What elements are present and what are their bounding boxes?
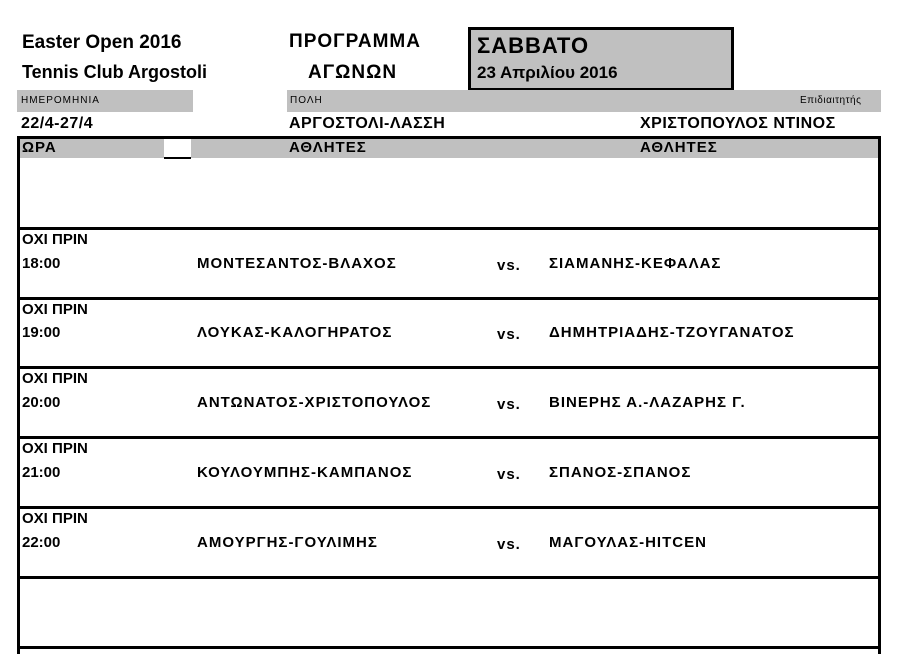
match-prefix: ΟΧΙ ΠΡΙΝ xyxy=(22,231,88,248)
day-name: ΣΑΒΒΑΤΟ xyxy=(477,33,590,58)
row-divider xyxy=(17,366,881,369)
column-players-1: ΑΘΛΗΤΕΣ xyxy=(289,139,367,156)
match-time: 19:00 xyxy=(22,324,61,341)
team-1: ΑΜΟΥΡΓΗΣ-ΓΟΥΛΙΜΗΣ xyxy=(197,534,378,551)
column-time: ΩΡΑ xyxy=(22,139,57,156)
versus: vs. xyxy=(497,396,521,413)
team-2: ΔΗΜΗΤΡΙΑΔΗΣ-ΤΖΟΥΓΑΝΑΤΟΣ xyxy=(549,324,795,341)
match-time: 18:00 xyxy=(22,255,61,272)
row-divider xyxy=(17,576,881,579)
versus: vs. xyxy=(497,257,521,274)
row-divider xyxy=(17,297,881,300)
program-title-line2: ΑΓΩΝΩΝ xyxy=(308,62,398,83)
row-divider xyxy=(17,646,881,649)
team-1: ΜΟΝΤΕΣΑΝΤΟΣ-ΒΛΑΧΟΣ xyxy=(197,255,397,272)
row-divider xyxy=(17,436,881,439)
team-2: ΜΑΓΟΥΛΑΣ-HITCEN xyxy=(549,534,707,551)
team-1: ΛΟΥΚΑΣ-ΚΑΛΟΓΗΡΑΤΟΣ xyxy=(197,324,393,341)
program-title-line1: ΠΡΟΓΡΑΜΜΑ xyxy=(289,31,421,52)
date-label: ΗΜΕΡΟΜΗΝΙΑ xyxy=(21,95,100,106)
row-divider xyxy=(17,227,881,230)
match-time: 21:00 xyxy=(22,464,61,481)
match-prefix: ΟΧΙ ΠΡΙΝ xyxy=(22,510,88,527)
team-2: ΒΙΝΕΡΗΣ Α.-ΛΑΖΑΡΗΣ Γ. xyxy=(549,394,746,411)
team-2: ΣΙΑΜΑΝΗΣ-ΚΕΦΑΛΑΣ xyxy=(549,255,722,272)
match-time: 22:00 xyxy=(22,534,61,551)
club-name: Tennis Club Argostoli xyxy=(22,62,207,82)
column-header-bar xyxy=(17,136,881,158)
referee-value: ΧΡΙΣΤΟΠΟΥΛΟΣ ΝΤΙΝΟΣ xyxy=(640,115,836,132)
city-label-bg xyxy=(287,90,881,112)
versus: vs. xyxy=(497,326,521,343)
match-prefix: ΟΧΙ ΠΡΙΝ xyxy=(22,301,88,318)
event-title: Easter Open 2016 xyxy=(22,32,182,53)
header-gap xyxy=(164,139,191,158)
city-label: ΠΟΛΗ xyxy=(290,95,323,106)
schedule-table xyxy=(17,158,881,654)
day-date: 23 Απριλίου 2016 xyxy=(477,63,618,82)
referee-label: Επιδιαιτητής xyxy=(800,95,862,106)
match-time: 20:00 xyxy=(22,394,61,411)
team-1: ΑΝΤΩΝΑΤΟΣ-ΧΡΙΣΤΟΠΟΥΛΟΣ xyxy=(197,394,432,411)
row-divider xyxy=(17,506,881,509)
match-prefix: ΟΧΙ ΠΡΙΝ xyxy=(22,370,88,387)
date-value: 22/4-27/4 xyxy=(21,115,94,132)
team-2: ΣΠΑΝΟΣ-ΣΠΑΝΟΣ xyxy=(549,464,692,481)
versus: vs. xyxy=(497,466,521,483)
city-value: ΑΡΓΟΣΤΟΛΙ-ΛΑΣΣΗ xyxy=(289,115,446,132)
match-prefix: ΟΧΙ ΠΡΙΝ xyxy=(22,440,88,457)
day-box xyxy=(468,27,734,91)
versus: vs. xyxy=(497,536,521,553)
team-1: ΚΟΥΛΟΥΜΠΗΣ-ΚΑΜΠΑΝΟΣ xyxy=(197,464,413,481)
column-players-2: ΑΘΛΗΤΕΣ xyxy=(640,139,718,156)
